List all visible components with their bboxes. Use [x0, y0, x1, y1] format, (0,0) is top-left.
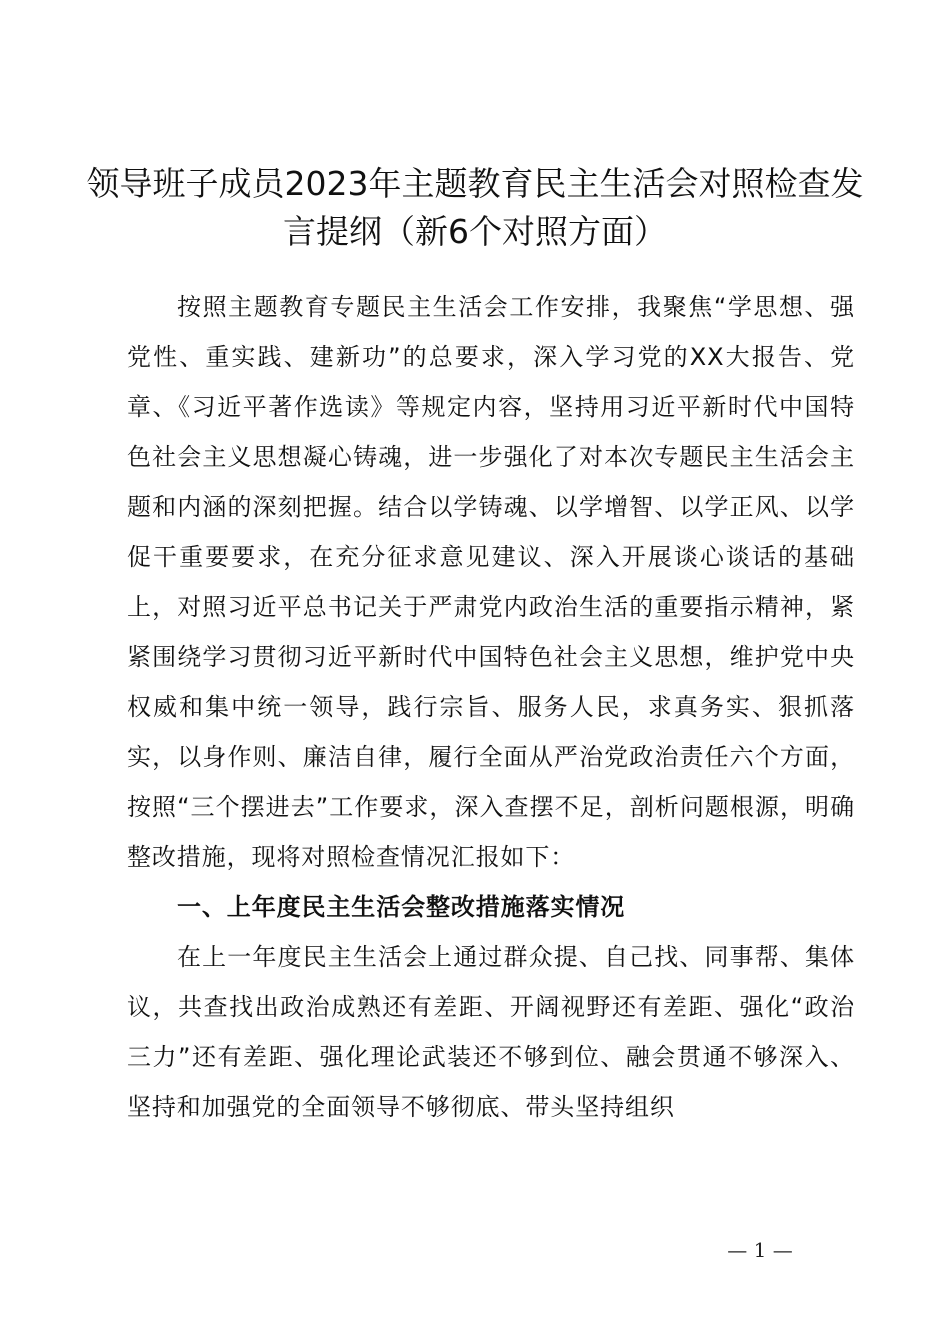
section-heading: 一、上年度民主生活会整改措施落实情况: [177, 893, 626, 921]
page-number: — 1 —: [727, 1238, 793, 1262]
document-body: [127, 282, 855, 1132]
section-paragraph: 在上一年度民主生活会上通过群众提、自己找、同事帮、集体议，共查找出政治成熟还有差距、开阔视野还有差距、强化“政治三力”还有差距、强化理论武装还不够到位、融会贯通不够深入、坚持和加强党的全面领导不够彻底、带头坚持组织: [127, 943, 856, 1121]
intro-paragraph: 按照主题教育专题民主生活会工作安排，我聚焦“学思想、强党性、重实践、建新功”的总要求，深入学习党的XX大报告、党章、《习近平著作选读》等规定内容，坚持用习近平新时代中国特色社会主义思想凝心铸魂，进一步强化了对本次专题民主生活会主题和内涵的深刻把握。结合以学铸魂、以学增智、以学正风、以学促干重要要求，在充分征求意见建议、深入开展谈心谈话的基础上，对照习近平总书记关于严肃党内政治生活的重要指示精神，紧紧围绕学习贯彻习近平新时代中国特色社会主义思想，维护党中央权威和集中统一领导，践行宗旨、服务人民，求真务实、狠抓落实，以身作则、廉洁自律，履行全面从严治党政治责任六个方面，按照“三个摆进去”工作要求，深入查摆不足，剖析问题根源，明确整改措施，现将对照检查情况汇报如下：: [127, 293, 855, 871]
document-title: 领导班子成员2023年主题教育民主生活会对照检查发言提纲（新6个对照方面）: [86, 164, 864, 251]
